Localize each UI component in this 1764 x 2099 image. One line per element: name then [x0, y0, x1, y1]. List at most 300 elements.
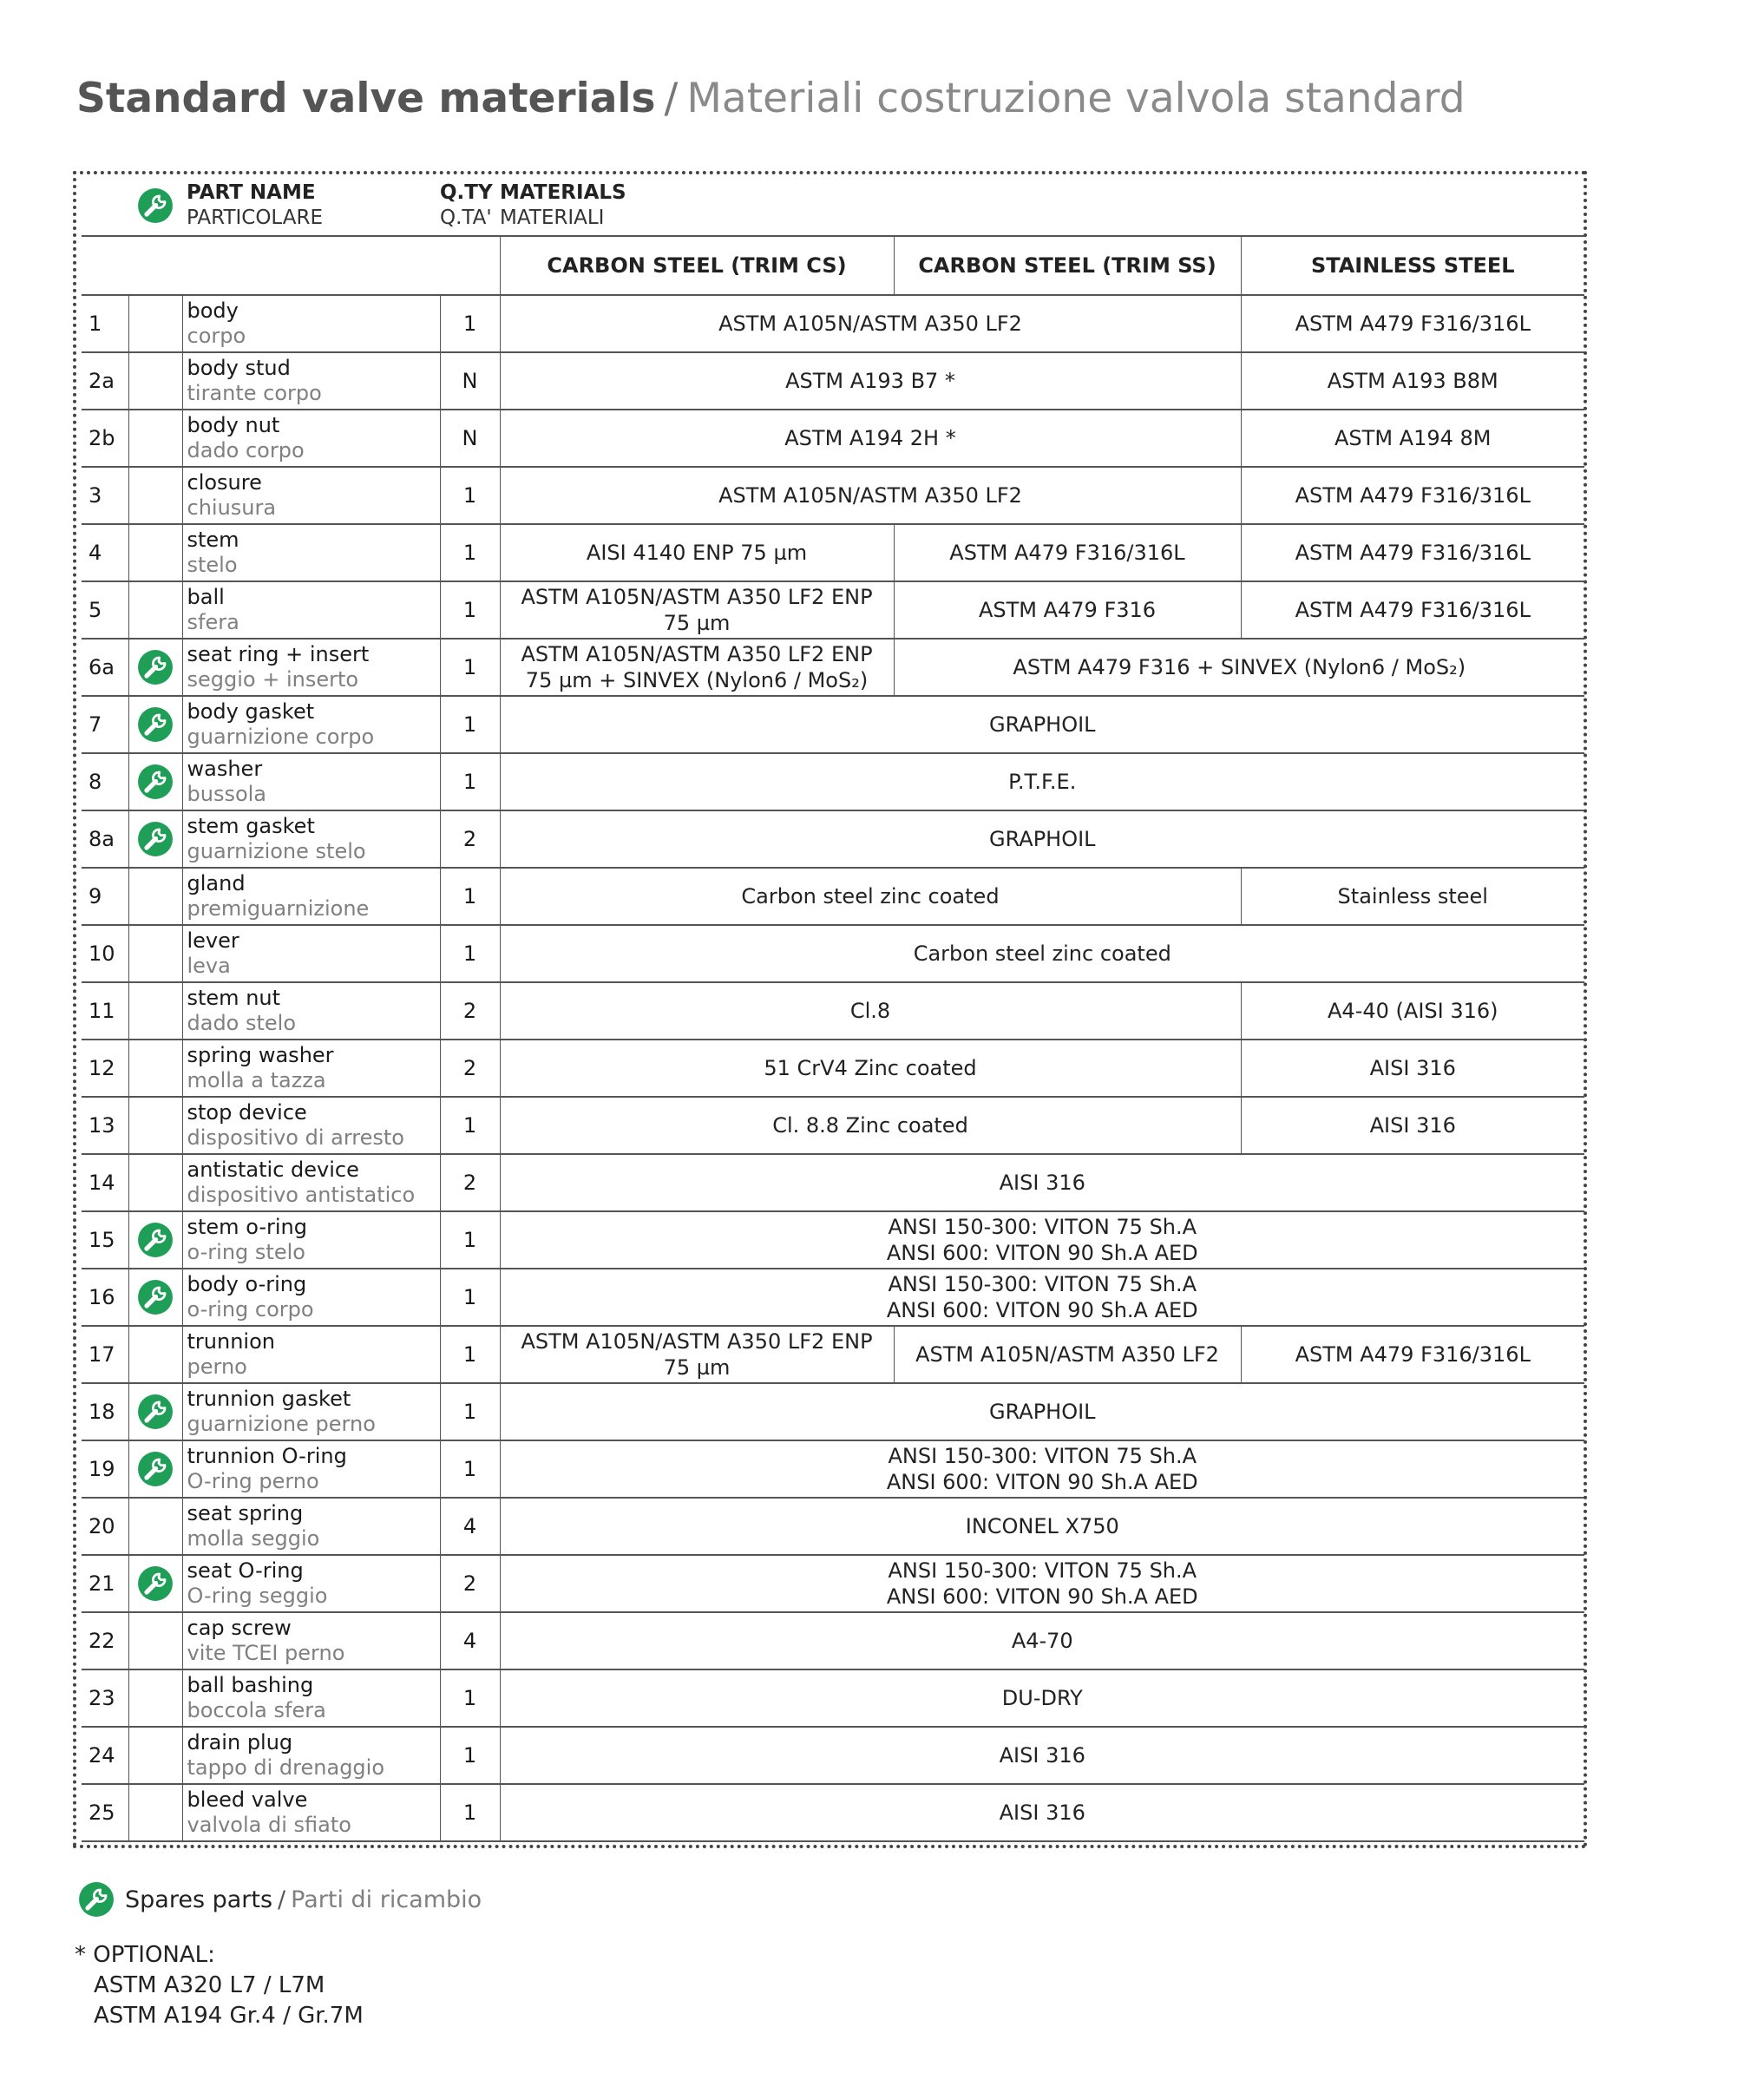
material-cell [500, 1669, 1584, 1727]
material-text: ASTM A194 8M [1334, 426, 1492, 450]
material-text: A4-70 [1011, 1629, 1073, 1653]
part-number: 10 [82, 925, 128, 982]
optional-item: ASTM A320 L7 / L7M [94, 1972, 325, 1998]
table-row [82, 410, 1584, 467]
table-row [82, 1326, 1584, 1383]
material-cell [1241, 410, 1584, 467]
material-text: GRAPHOIL [988, 827, 1096, 851]
material-cell [500, 1326, 894, 1383]
wrench-icon [137, 187, 174, 224]
material-text: ASTM A193 B7 * [785, 369, 955, 393]
part-name [182, 1727, 440, 1784]
part-name-italian: dispositivo di arresto [187, 1125, 404, 1150]
part-number: 2b [82, 410, 128, 467]
part-number: 4 [82, 524, 128, 581]
part-name-english: seat ring + insert [187, 642, 370, 666]
legend-english: Spares parts [125, 1886, 273, 1913]
material-text: ANSI 600: VITON 90 Sh.A AED [886, 1584, 1198, 1609]
table-row [82, 982, 1584, 1040]
part-name [182, 1040, 440, 1097]
part-number: 13 [82, 1097, 128, 1154]
material-text: 75 µm + SINVEX (Nylon6 / MoS₂) [525, 668, 869, 692]
material-text: 75 µm [663, 611, 731, 635]
part-name-italian: boccola sfera [187, 1698, 326, 1722]
part-name-english: seat spring [187, 1501, 304, 1525]
material-cell [1241, 1097, 1584, 1154]
part-name [182, 1383, 440, 1440]
part-name [182, 753, 440, 810]
table-row [82, 1555, 1584, 1612]
part-name-english: stem gasket [187, 814, 315, 838]
part-name-italian: sfera [187, 610, 239, 634]
table-row [82, 295, 1584, 352]
material-cell [500, 1440, 1584, 1498]
part-name [182, 1669, 440, 1727]
material-cell [894, 524, 1241, 581]
part-name-italian: molla a tazza [187, 1068, 326, 1092]
quantity: 1 [440, 1326, 500, 1383]
quantity: 1 [440, 1383, 500, 1440]
part-number: 20 [82, 1498, 128, 1555]
title-english: Standard valve materials [76, 75, 656, 122]
part-number: 16 [82, 1269, 128, 1326]
part-name-italian: O-ring perno [187, 1469, 319, 1493]
quantity: 4 [440, 1498, 500, 1555]
spare-indicator [128, 1440, 182, 1498]
part-number: 22 [82, 1612, 128, 1669]
table-row [82, 1727, 1584, 1784]
quantity: 1 [440, 1669, 500, 1727]
material-text: ASTM A479 F316 [978, 598, 1157, 622]
title-separator: / [664, 75, 679, 122]
quantity: 2 [440, 1555, 500, 1612]
material-text: ANSI 150-300: VITON 75 Sh.A [888, 1215, 1197, 1239]
spare-indicator [128, 1383, 182, 1440]
column-header-carbon-steel-trim-cs: CARBON STEEL (TRIM CS) [500, 236, 894, 295]
table-row [82, 352, 1584, 410]
wrench-icon [137, 821, 174, 857]
part-name-english: bleed valve [187, 1787, 308, 1812]
material-cell [500, 1154, 1584, 1211]
part-name [182, 1440, 440, 1498]
part-name-english: drain plug [187, 1730, 293, 1755]
part-name-italian: guarnizione perno [187, 1412, 376, 1436]
part-number: 8a [82, 810, 128, 868]
spare-indicator [128, 1784, 182, 1841]
part-name-italian: dado stelo [187, 1011, 297, 1035]
part-name-english: gland [187, 871, 246, 895]
table-row [82, 810, 1584, 868]
material-cell [1241, 524, 1584, 581]
part-name [182, 1211, 440, 1269]
part-name-italian: leva [187, 954, 231, 978]
material-cell [1241, 352, 1584, 410]
material-cell [894, 639, 1584, 696]
material-text: ANSI 600: VITON 90 Sh.A AED [886, 1470, 1198, 1494]
material-text: ANSI 150-300: VITON 75 Sh.A [888, 1558, 1197, 1583]
quantity: 1 [440, 295, 500, 352]
part-name-italian: o-ring stelo [187, 1240, 305, 1264]
part-number: 3 [82, 467, 128, 524]
part-name-italian: guarnizione stelo [187, 839, 366, 863]
spare-indicator [128, 868, 182, 925]
part-number: 14 [82, 1154, 128, 1211]
part-name [182, 352, 440, 410]
material-cell [500, 925, 1584, 982]
material-cell [500, 1555, 1584, 1612]
material-text: ANSI 600: VITON 90 Sh.A AED [886, 1241, 1198, 1265]
material-text: Cl.8 [849, 999, 891, 1023]
material-cell [1241, 868, 1584, 925]
spare-indicator [128, 467, 182, 524]
part-name-italian: chiusura [187, 495, 277, 520]
part-number: 2a [82, 352, 128, 410]
part-name-english: trunnion gasket [187, 1387, 351, 1411]
quantity: N [440, 352, 500, 410]
material-text: ASTM A194 2H * [784, 426, 956, 450]
part-name [182, 696, 440, 753]
header-part-name: PART NAME [187, 181, 316, 204]
spare-indicator [128, 410, 182, 467]
part-number: 5 [82, 581, 128, 639]
part-name-italian: dispositivo antistatico [187, 1183, 416, 1207]
quantity: 1 [440, 868, 500, 925]
table-row [82, 1383, 1584, 1440]
table-row [82, 753, 1584, 810]
table-row [82, 1669, 1584, 1727]
part-name [182, 467, 440, 524]
material-text: ASTM A479 F316/316L [949, 541, 1185, 565]
spare-indicator [128, 696, 182, 753]
header-qta: Q.TA' [440, 207, 492, 229]
part-name-italian: o-ring corpo [187, 1297, 314, 1322]
quantity: 1 [440, 753, 500, 810]
material-cell [894, 581, 1241, 639]
table-row [82, 1154, 1584, 1211]
part-number: 9 [82, 868, 128, 925]
part-name [182, 810, 440, 868]
spare-indicator [128, 1326, 182, 1383]
material-cell [1241, 982, 1584, 1040]
part-name [182, 868, 440, 925]
optional-note [75, 1940, 364, 2031]
wrench-icon [137, 1451, 174, 1487]
part-number: 19 [82, 1440, 128, 1498]
material-text: ASTM A479 F316/316L [1295, 312, 1531, 336]
spare-indicator [128, 524, 182, 581]
table-row [82, 1784, 1584, 1841]
material-text: ASTM A479 F316/316L [1295, 1342, 1531, 1367]
material-text: Stainless steel [1337, 884, 1488, 908]
part-name [182, 925, 440, 982]
spare-indicator [128, 295, 182, 352]
material-cell [500, 982, 1241, 1040]
material-text: ANSI 600: VITON 90 Sh.A AED [886, 1298, 1198, 1322]
part-name [182, 1498, 440, 1555]
part-name [182, 581, 440, 639]
part-name-italian: vite TCEI perno [187, 1641, 345, 1665]
part-name [182, 982, 440, 1040]
spare-indicator [128, 639, 182, 696]
table-row [82, 1040, 1584, 1097]
material-text: GRAPHOIL [988, 1400, 1096, 1424]
material-cell [500, 295, 1241, 352]
material-cell [500, 1612, 1584, 1669]
quantity: 1 [440, 524, 500, 581]
material-cell [500, 524, 894, 581]
part-number: 11 [82, 982, 128, 1040]
table-row [82, 1440, 1584, 1498]
part-name-english: antistatic device [187, 1158, 359, 1182]
title-italian: Materiali costruzione valvola standard [686, 75, 1466, 122]
spare-indicator [128, 1612, 182, 1669]
part-name-italian: bussola [187, 782, 267, 806]
material-cell [500, 868, 1241, 925]
part-name-english: stem nut [187, 986, 281, 1010]
spare-indicator [128, 1498, 182, 1555]
part-name-italian: dado corpo [187, 438, 305, 462]
material-text: ASTM A105N/ASTM A350 LF2 [915, 1342, 1219, 1367]
table-row [82, 467, 1584, 524]
part-name-italian: O-ring seggio [187, 1584, 328, 1608]
part-name-english: closure [187, 470, 262, 495]
part-number: 6a [82, 639, 128, 696]
spare-indicator [128, 1154, 182, 1211]
part-name [182, 295, 440, 352]
material-text: AISI 316 [999, 1801, 1085, 1825]
part-name-english: trunnion [187, 1329, 275, 1354]
part-name [182, 524, 440, 581]
material-cell [1241, 295, 1584, 352]
part-name-english: lever [187, 928, 239, 953]
part-name-italian: tirante corpo [187, 381, 322, 405]
wrench-icon [137, 1565, 174, 1602]
quantity: 1 [440, 1097, 500, 1154]
material-cell [500, 753, 1584, 810]
material-text: AISI 316 [1369, 1056, 1456, 1080]
part-number: 23 [82, 1669, 128, 1727]
part-name-italian: stelo [187, 553, 238, 577]
legend [78, 1881, 482, 1918]
part-name [182, 1784, 440, 1841]
part-name-italian: valvola di sfiato [187, 1813, 351, 1837]
part-number: 18 [82, 1383, 128, 1440]
material-cell [1241, 1326, 1584, 1383]
table-row [82, 696, 1584, 753]
material-text: GRAPHOIL [988, 712, 1096, 737]
quantity: 2 [440, 810, 500, 868]
material-text: ASTM A193 B8M [1327, 369, 1498, 393]
table-row [82, 868, 1584, 925]
table-row [82, 524, 1584, 581]
part-number: 1 [82, 295, 128, 352]
material-text: ASTM A479 F316/316L [1295, 598, 1531, 622]
quantity: 1 [440, 1727, 500, 1784]
material-cell [1241, 581, 1584, 639]
part-number: 12 [82, 1040, 128, 1097]
quantity: 1 [440, 1784, 500, 1841]
material-cell [500, 352, 1241, 410]
part-name [182, 1612, 440, 1669]
part-name-english: body o-ring [187, 1272, 307, 1296]
legend-italian: Parti di ricambio [291, 1886, 482, 1913]
material-cell [500, 1784, 1584, 1841]
column-header-stainless-steel: STAINLESS STEEL [1241, 236, 1584, 295]
quantity: 1 [440, 696, 500, 753]
part-name-english: body [187, 298, 239, 323]
part-name [182, 1269, 440, 1326]
material-cell [500, 1040, 1241, 1097]
part-name-english: stem [187, 528, 239, 552]
material-cell [500, 581, 894, 639]
quantity: 2 [440, 1040, 500, 1097]
spare-indicator [128, 1097, 182, 1154]
material-text: Carbon steel zinc coated [913, 941, 1171, 966]
optional-item: ASTM A194 Gr.4 / Gr.7M [94, 2003, 364, 2029]
material-cell [1241, 467, 1584, 524]
material-text: AISI 316 [999, 1171, 1085, 1195]
part-name-italian: seggio + inserto [187, 667, 359, 692]
part-number: 25 [82, 1784, 128, 1841]
spare-indicator [128, 1727, 182, 1784]
material-cell [500, 810, 1584, 868]
material-text: ASTM A105N/ASTM A350 LF2 [718, 483, 1022, 508]
wrench-icon [137, 764, 174, 800]
spare-indicator [128, 1269, 182, 1326]
material-text: AISI 316 [1369, 1113, 1456, 1138]
material-cell [500, 1727, 1584, 1784]
part-name-english: stem o-ring [187, 1215, 307, 1239]
material-text: ANSI 150-300: VITON 75 Sh.A [888, 1272, 1197, 1296]
quantity: 1 [440, 925, 500, 982]
part-name-english: body stud [187, 356, 291, 380]
quantity: 2 [440, 1154, 500, 1211]
part-name-italian: premiguarnizione [187, 896, 370, 921]
spare-indicator [128, 753, 182, 810]
material-cell [500, 639, 894, 696]
material-text: Cl. 8.8 Zinc coated [772, 1113, 968, 1138]
material-cell [500, 410, 1241, 467]
part-name [182, 410, 440, 467]
spare-indicator [128, 581, 182, 639]
part-name-italian: molla seggio [187, 1526, 320, 1551]
part-name [182, 1555, 440, 1612]
header-particolare: PARTICOLARE [187, 207, 324, 229]
material-text: ASTM A105N/ASTM A350 LF2 ENP [521, 1329, 873, 1354]
part-name-english: ball [187, 585, 225, 609]
material-text: A4-40 (AISI 316) [1328, 999, 1498, 1023]
quantity: 1 [440, 467, 500, 524]
spare-indicator [128, 1669, 182, 1727]
part-name-english: spring washer [187, 1043, 334, 1067]
part-name-english: ball bashing [187, 1673, 314, 1697]
part-number: 24 [82, 1727, 128, 1784]
header-materiali: MATERIALI [500, 207, 605, 229]
table-row [82, 1612, 1584, 1669]
material-text: AISI 4140 ENP 75 µm [586, 541, 808, 565]
part-name-english: cap screw [187, 1616, 292, 1640]
header-materials: MATERIALS [500, 181, 626, 204]
part-number: 17 [82, 1326, 128, 1383]
part-number: 7 [82, 696, 128, 753]
material-text: Carbon steel zinc coated [741, 884, 1000, 908]
material-cell [500, 696, 1584, 753]
table-row [82, 1211, 1584, 1269]
material-text: 51 CrV4 Zinc coated [764, 1056, 977, 1080]
table-row [82, 639, 1584, 696]
part-number: 21 [82, 1555, 128, 1612]
quantity: 1 [440, 581, 500, 639]
material-text: AISI 316 [999, 1743, 1085, 1768]
part-name-english: seat O-ring [187, 1558, 304, 1583]
page-title [76, 75, 1466, 122]
part-number: 15 [82, 1211, 128, 1269]
quantity: 1 [440, 1211, 500, 1269]
table-row [82, 1498, 1584, 1555]
header-row-columns [82, 236, 1584, 295]
spare-indicator [128, 810, 182, 868]
legend-separator: / [278, 1886, 286, 1913]
material-text: ANSI 150-300: VITON 75 Sh.A [888, 1444, 1197, 1468]
spare-indicator [128, 1211, 182, 1269]
material-cell [500, 1383, 1584, 1440]
part-name-english: body gasket [187, 699, 315, 724]
material-text: ASTM A105N/ASTM A350 LF2 ENP [521, 642, 873, 666]
part-name-english: body nut [187, 413, 280, 437]
wrench-icon [137, 1394, 174, 1430]
material-text: 75 µm [663, 1355, 731, 1380]
material-text: ASTM A105N/ASTM A350 LF2 [718, 312, 1022, 336]
quantity: N [440, 410, 500, 467]
material-text: ASTM A479 F316 + SINVEX (Nylon6 / MoS₂) [1013, 655, 1466, 679]
material-cell [1241, 1040, 1584, 1097]
wrench-icon [137, 706, 174, 743]
material-text: ASTM A479 F316/316L [1295, 541, 1531, 565]
spare-indicator [128, 982, 182, 1040]
table-row [82, 925, 1584, 982]
part-number: 8 [82, 753, 128, 810]
part-name-english: washer [187, 757, 263, 781]
materials-table [82, 175, 1584, 1842]
optional-label: * OPTIONAL: [75, 1942, 215, 1968]
spare-indicator [128, 1040, 182, 1097]
quantity: 2 [440, 982, 500, 1040]
part-name-italian: tappo di drenaggio [187, 1755, 385, 1780]
quantity: 1 [440, 1440, 500, 1498]
part-name [182, 639, 440, 696]
table-row [82, 581, 1584, 639]
header-row-labels [82, 175, 1584, 236]
spare-indicator [128, 1555, 182, 1612]
wrench-icon [137, 1222, 174, 1258]
part-name [182, 1326, 440, 1383]
wrench-icon [137, 649, 174, 685]
wrench-icon [137, 1279, 174, 1315]
table-row [82, 1097, 1584, 1154]
material-cell [894, 1326, 1241, 1383]
quantity: 1 [440, 1269, 500, 1326]
spare-indicator [128, 352, 182, 410]
part-name-english: trunnion O-ring [187, 1444, 347, 1468]
part-name-italian: perno [187, 1355, 247, 1379]
column-header-carbon-steel-trim-ss: CARBON STEEL (TRIM SS) [894, 236, 1241, 295]
part-name [182, 1097, 440, 1154]
material-text: DU-DRY [1001, 1686, 1083, 1710]
quantity: 1 [440, 639, 500, 696]
table-row [82, 1269, 1584, 1326]
material-text: ASTM A105N/ASTM A350 LF2 ENP [521, 585, 873, 609]
material-cell [500, 1269, 1584, 1326]
